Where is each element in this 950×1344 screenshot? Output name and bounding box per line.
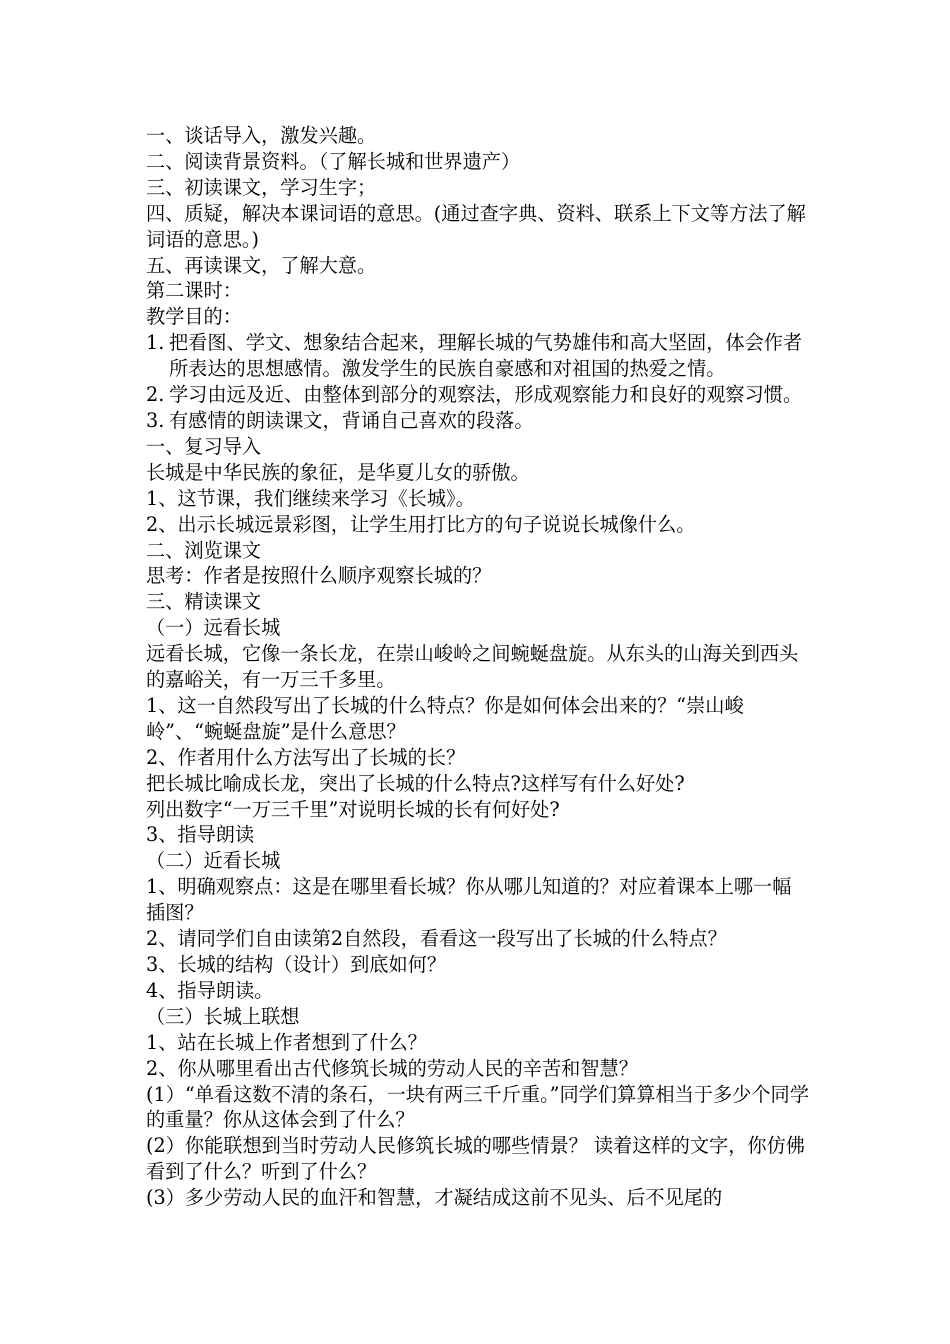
subsection-heading: （三）长城上联想	[146, 1004, 300, 1028]
text-line: 远看长城，它像一条长龙，在崇山峻岭之间蜿蜒盘旋。从东头的山海关到西头的嘉峪关，有一万三千多里。	[146, 642, 799, 692]
section-heading: 一、复习导入	[146, 434, 262, 458]
text-line: 1、这节课，我们继续来学习《长城》。	[146, 486, 475, 510]
objective-number: 1.	[146, 331, 165, 355]
text-line: 五、再读课文，了解大意。	[146, 253, 377, 277]
objective-item	[146, 330, 810, 382]
text-line: (3）多少劳动人民的血汗和智慧，才凝结成这前不见头、后不见尾的	[146, 1186, 723, 1210]
text-line: 2、请同学们自由读第2自然段，看看这一段写出了长城的什么特点？	[146, 927, 727, 951]
text-line: 一、谈话导入，激发兴趣。	[146, 124, 377, 147]
text-line: 2、出示长城远景彩图，让学生用打比方的句子说说长城像什么。	[146, 512, 696, 536]
text-line: 列出数字“一万三千里”对说明长城的长有何好处?	[146, 797, 560, 821]
section-heading: 三、精读课文	[146, 590, 262, 614]
section-heading: 第二课时：	[146, 279, 242, 303]
objective-text: 把看图、学文、想象结合起来，理解长城的气势雄伟和高大坚固，体会作者所表达的思想感情。激发学生的民族自豪感和对祖国的热爱之情。	[169, 331, 803, 381]
text-line: (2）你能联想到当时劳动人民修筑长城的哪些情景？ 读着这样的文字，你仿佛看到了什么？听到了什么？	[146, 1134, 805, 1184]
text-line: 二、阅读背景资料。（了解长城和世界遗产）	[146, 149, 521, 173]
text-line: 2、作者用什么方法写出了长城的长？	[146, 745, 466, 769]
text-line: 把长城比喻成长龙，突出了长城的什么特点?这样写有什么好处?	[146, 771, 685, 795]
text-line: 1、站在长城上作者想到了什么？	[146, 1030, 427, 1054]
text-line: 思考：作者是按照什么顺序观察长城的？	[146, 564, 492, 588]
text-line: 1、明确观察点：这是在哪里看长城？你从哪儿知道的？对应着课本上哪一幅插图？	[146, 875, 792, 925]
section-heading: 二、浏览课文	[146, 538, 262, 562]
objective-number: 3.	[146, 408, 165, 432]
objective-text: 有感情的朗读课文，背诵自己喜欢的段落。	[169, 408, 534, 432]
text-line: 长城是中华民族的象征，是华夏儿女的骄傲。	[146, 460, 530, 484]
subsection-heading: （二）近看长城	[146, 849, 281, 873]
text-line: 2、你从哪里看出古代修筑长城的劳动人民的辛苦和智慧？	[146, 1056, 638, 1080]
text-line: 3、长城的结构（设计）到底如何？	[146, 953, 447, 976]
section-heading: 教学目的：	[146, 305, 242, 329]
objective-number: 2.	[146, 383, 165, 407]
subsection-heading: （一）远看长城	[146, 616, 281, 640]
text-line: 3、指导朗读	[146, 823, 255, 847]
objective-text: 学习由远及近、由整体到部分的观察法，形成观察能力和良好的观察习惯。	[169, 383, 803, 407]
text-line: 4、指导朗读。	[146, 978, 274, 1002]
text-line: 四、质疑，解决本课词语的意思。(通过查字典、资料、联系上下文等方法了解词语的意思。)	[146, 201, 806, 251]
objective-item	[146, 382, 810, 408]
text-line: 1、这一自然段写出了长城的什么特点？你是如何体会出来的？“崇山峻岭”、“蜿蜒盘旋”是什么意思？	[146, 693, 744, 743]
text-line: (1）“单看这数不清的条石，一块有两三千斤重。”同学们算算相当于多少个同学的重量？你从这体会到了什么？	[146, 1082, 809, 1132]
document-body	[146, 123, 810, 1211]
objective-item	[146, 408, 810, 434]
text-line: 三、初读课文，学习生字；	[146, 175, 377, 199]
